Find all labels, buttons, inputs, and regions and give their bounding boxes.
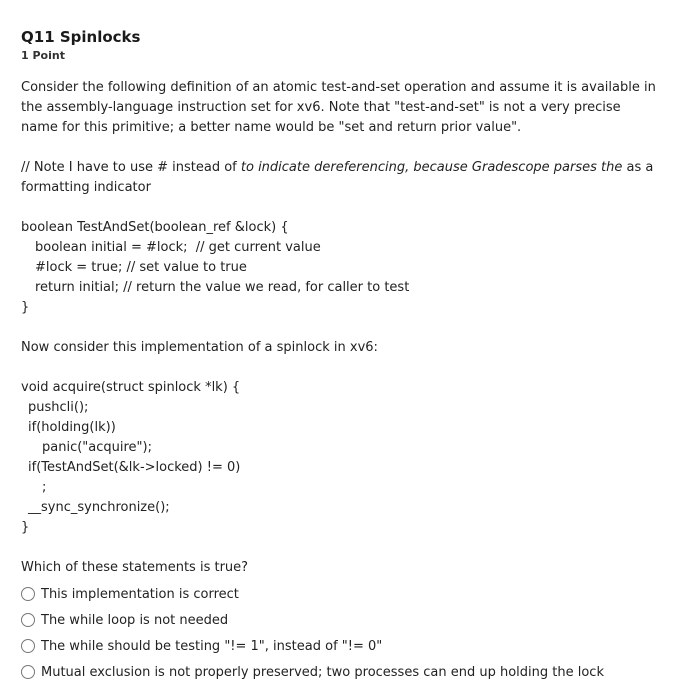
code-line: if(holding(lk)) [28, 420, 116, 435]
question-prompt: Which of these statements is true? [21, 560, 249, 575]
option-label: The while should be testing "!= 1", instead of "!= 0" [41, 638, 383, 654]
note-prefix: // Note I have to use # instead of [21, 160, 241, 175]
transition-text: Now consider this implementation of a spinlock in xv6: [21, 340, 378, 355]
radio-button[interactable] [21, 613, 35, 627]
code-line: ; [42, 480, 47, 495]
code-line: return initial; // return the value we read, for caller to test [35, 280, 410, 295]
radio-button[interactable] [21, 665, 35, 679]
formatting-note [21, 158, 653, 178]
option-item[interactable] [21, 610, 228, 630]
code-line: pushcli(); [28, 400, 89, 415]
code-line: void acquire(struct spinlock *lk) { [21, 380, 241, 395]
option-item[interactable] [21, 584, 239, 604]
option-label: Mutual exclusion is not properly preserved; two processes can end up holding the lock [41, 664, 604, 680]
code-line: __sync_synchronize(); [28, 500, 170, 515]
code-line: if(TestAndSet(&lk->locked) != 0) [28, 460, 241, 475]
option-item[interactable] [21, 636, 382, 656]
radio-button[interactable] [21, 587, 35, 601]
option-label: This implementation is correct [41, 586, 239, 602]
code-line: } [21, 520, 30, 535]
question-points: 1 Point [21, 49, 65, 62]
code-line: boolean initial = #lock; // get current value [35, 240, 321, 255]
code-line: #lock = true; // set value to true [35, 260, 247, 275]
note-italic: to indicate dereferencing, because Gradescope parses the [240, 160, 623, 175]
code-line: boolean TestAndSet(boolean_ref &lock) { [21, 220, 289, 235]
note-suffix: as a [622, 160, 654, 175]
question-intro: Consider the following definition of an atomic test-and-set operation and assume it is available in the assembly-language instruction set for xv6. Note that "test-and-set" is not a very precise name for this primitive; a better name would be "set and return prior value". [21, 80, 656, 135]
code-line: panic("acquire"); [42, 440, 152, 455]
code-line: } [21, 300, 30, 315]
question-title: Q11 Spinlocks [21, 28, 141, 46]
formatting-note-line2: formatting indicator [21, 180, 151, 195]
option-label: The while loop is not needed [41, 612, 229, 628]
option-item[interactable] [21, 662, 604, 682]
radio-button[interactable] [21, 639, 35, 653]
